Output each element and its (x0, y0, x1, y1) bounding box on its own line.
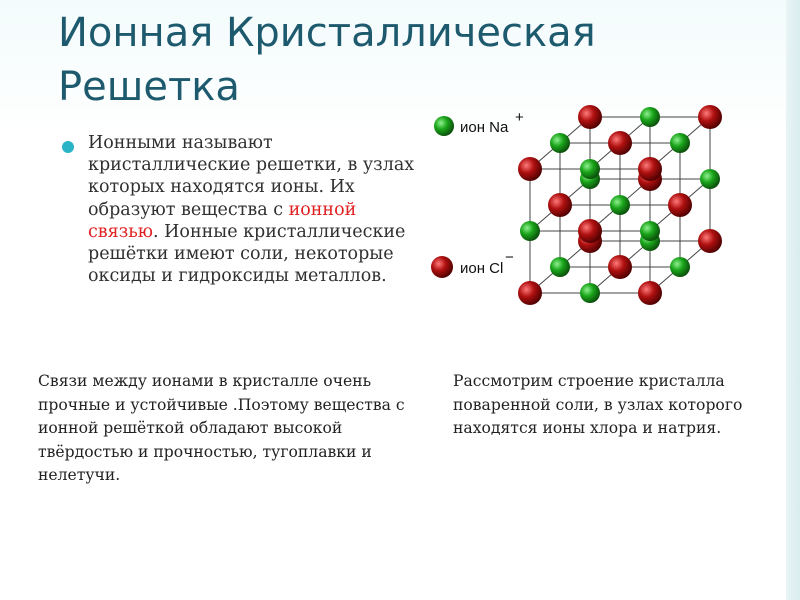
bullet-text-end: . Ионные кристаллические решётки имеют соли, некоторые оксиды и гидроксиды металлов. (88, 221, 406, 287)
na-ion-ball (580, 159, 600, 179)
legend-na-ball-icon (434, 116, 454, 136)
na-ion-ball (550, 133, 570, 153)
na-ion-ball (640, 221, 660, 241)
na-ion-ball (700, 169, 720, 189)
na-ion-ball (520, 221, 540, 241)
ionic-bond-highlight: ионной связью (88, 199, 357, 242)
bullet-dot-icon (62, 141, 74, 153)
na-ion-ball (550, 257, 570, 277)
paragraph-bond-strength: Связи между ионами в кристалле очень прочные и устойчивые .Поэтому вещества с ионной решёткой обладают высокой твёрдостью и прочностью, тугоплавки и нелетучи. (38, 372, 405, 484)
cl-ion-ball (578, 105, 602, 129)
na-ion-ball (580, 283, 600, 303)
cl-ion-ball (608, 131, 632, 155)
cl-ion-ball (698, 105, 722, 129)
cl-ion-ball (638, 281, 662, 305)
legend-cl-ball-icon (431, 256, 453, 278)
legend-na-charge: + (515, 109, 524, 126)
na-ion-ball (610, 195, 630, 215)
cl-ion-ball (578, 219, 602, 243)
legend-na-label: ион Na (460, 119, 509, 136)
slide-title: Ионная Кристаллическая Решетка (58, 10, 596, 110)
cl-ion-ball (668, 193, 692, 217)
legend-cl-charge: − (505, 249, 514, 266)
cl-ion-ball (638, 157, 662, 181)
na-ion-ball (670, 257, 690, 277)
paragraph-salt-structure: Рассмотрим строение кристалла поваренной соли, в узлах которого находятся ионы хлора и натрия. (453, 372, 743, 437)
bullet-text-start: Ионными называют кристаллические решетки, в узлах которых находятся ионы. Их образуют вещества с (88, 133, 415, 220)
bullet-item (62, 132, 422, 287)
cl-ion-ball (608, 255, 632, 279)
na-ion-ball (670, 133, 690, 153)
cl-ion-ball (518, 281, 542, 305)
right-decor-bar (786, 0, 800, 600)
bullet-text (88, 132, 422, 287)
crystal-lattice-diagram (425, 100, 745, 315)
cl-ion-ball (698, 229, 722, 253)
cl-ion-ball (548, 193, 572, 217)
legend-na (434, 109, 524, 136)
legend-cl (431, 249, 514, 278)
cl-ion-ball (518, 157, 542, 181)
na-ion-ball (640, 107, 660, 127)
legend-cl-label: ион Cl (460, 260, 504, 277)
